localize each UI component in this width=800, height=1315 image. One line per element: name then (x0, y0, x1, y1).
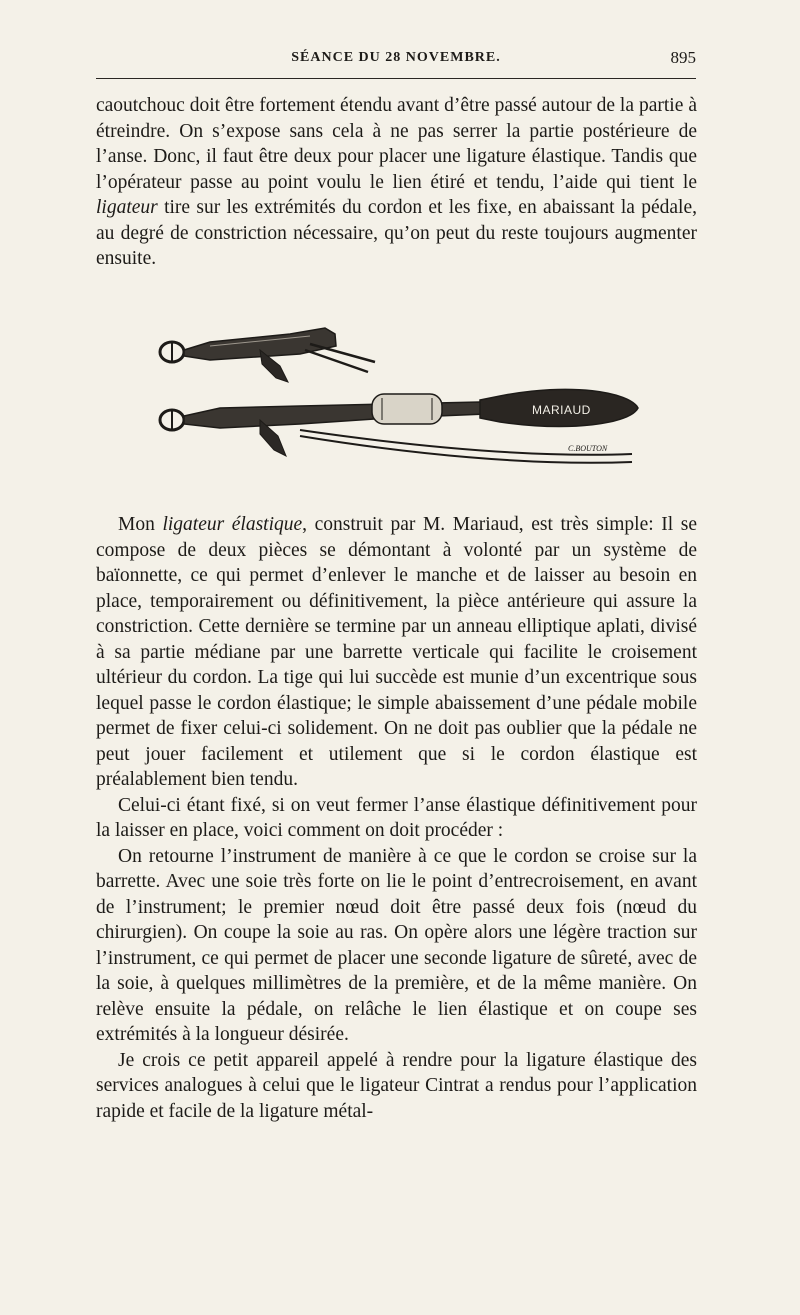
term-ligateur-elastique: ligateur élastique (162, 514, 303, 535)
page-number: 895 (670, 48, 696, 67)
running-head (96, 44, 696, 74)
running-title: SÉANCE DU 28 NOVEMBRE. (291, 50, 501, 65)
paragraph-2-text-a: Mon (118, 514, 163, 535)
term-ligateur: ligateur (96, 197, 158, 218)
paragraph-3-text: Celui-ci étant fixé, si on veut fermer l’anse élastique définitivement pour la laisser en place, voici comment on doit procéder : (96, 794, 697, 841)
paragraph-5-text: Je crois ce petit appareil appelé à rendre pour la ligature élastique des services analogues à celui que le ligateur Cintrat a rendus pour l’application rapide et facile de la ligature métal- (96, 1049, 697, 1122)
anterior-piece-drawing (160, 328, 375, 382)
ligateur-illustration (150, 320, 640, 470)
paragraph-1-text-a: caoutchouc doit être fortement étendu avant d’être passé autour de la partie à étreindre. On s’expose sans cela à ne pas serrer la partie postérieure de l’anse. Donc, il faut être deux pour placer une ligature élastique. Tandis que l’opérateur passe au point voulu le lien étiré et tendu, l’aide qui tient le (96, 95, 697, 193)
paragraph-3 (96, 793, 697, 844)
full-instrument-drawing (160, 389, 638, 462)
paragraph-2-text-b: , construit par M. Mariaud, est très simple: Il se compose de deux pièces se démontant à volonté par un système de baïonnette, ce qui permet d’enlever le manche et de laisser au besoin en place, temporairement ou définitivement, la pièce antérieure qui assure la constriction. Cette dernière se termine par un anneau elliptique aplati, divisé à sa partie médiane par une barrette verticale qui facilite le croisement ultérieur du cordon. La tige qui lui succède est munie d’un excentrique sous lequel passe le cordon élastique; le simple abaissement d’une pédale mobile permet de fixer celui-ci solidement. On ne doit pas oublier que la pédale ne peut jouer facilement et utilement que si le cordon élastique est préalablement bien tendu. (96, 514, 697, 790)
header-rule (96, 78, 696, 79)
ligateur-engraving (150, 320, 640, 470)
paragraph-1-text-b: tire sur les extrémités du cordon et les fixe, en abaissant la pédale, au degré de constriction nécessaire, qu’on peut du reste toujours augmenter ensuite. (96, 197, 697, 269)
text-block-bottom (96, 512, 697, 1124)
paragraph-2 (96, 512, 697, 793)
handle-label: MARIAUD (532, 403, 591, 417)
paragraph-1 (96, 93, 697, 272)
paragraph-4 (96, 844, 697, 1048)
text-block-top (96, 93, 697, 272)
paragraph-4-text: On retourne l’instrument de manière à ce que le cordon se croise sur la barrette. Avec une soie très forte on lie le point d’entrecroisement, en avant de l’instrument; le premier nœud doit être passé deux fois (nœud du chirurgien). On coupe la soie au ras. On opère alors une légère traction sur l’instrument, ce qui permet de placer une seconde ligature de sûreté, avec de la soie, à quelques millimètres de la première, et de la même manière. On relève ensuite la pédale, on relâche le lien élastique et on coupe ses extrémités à la longueur désirée. (96, 845, 697, 1045)
engraver-signature: C.BOUTON (568, 444, 608, 453)
paragraph-5 (96, 1048, 697, 1125)
